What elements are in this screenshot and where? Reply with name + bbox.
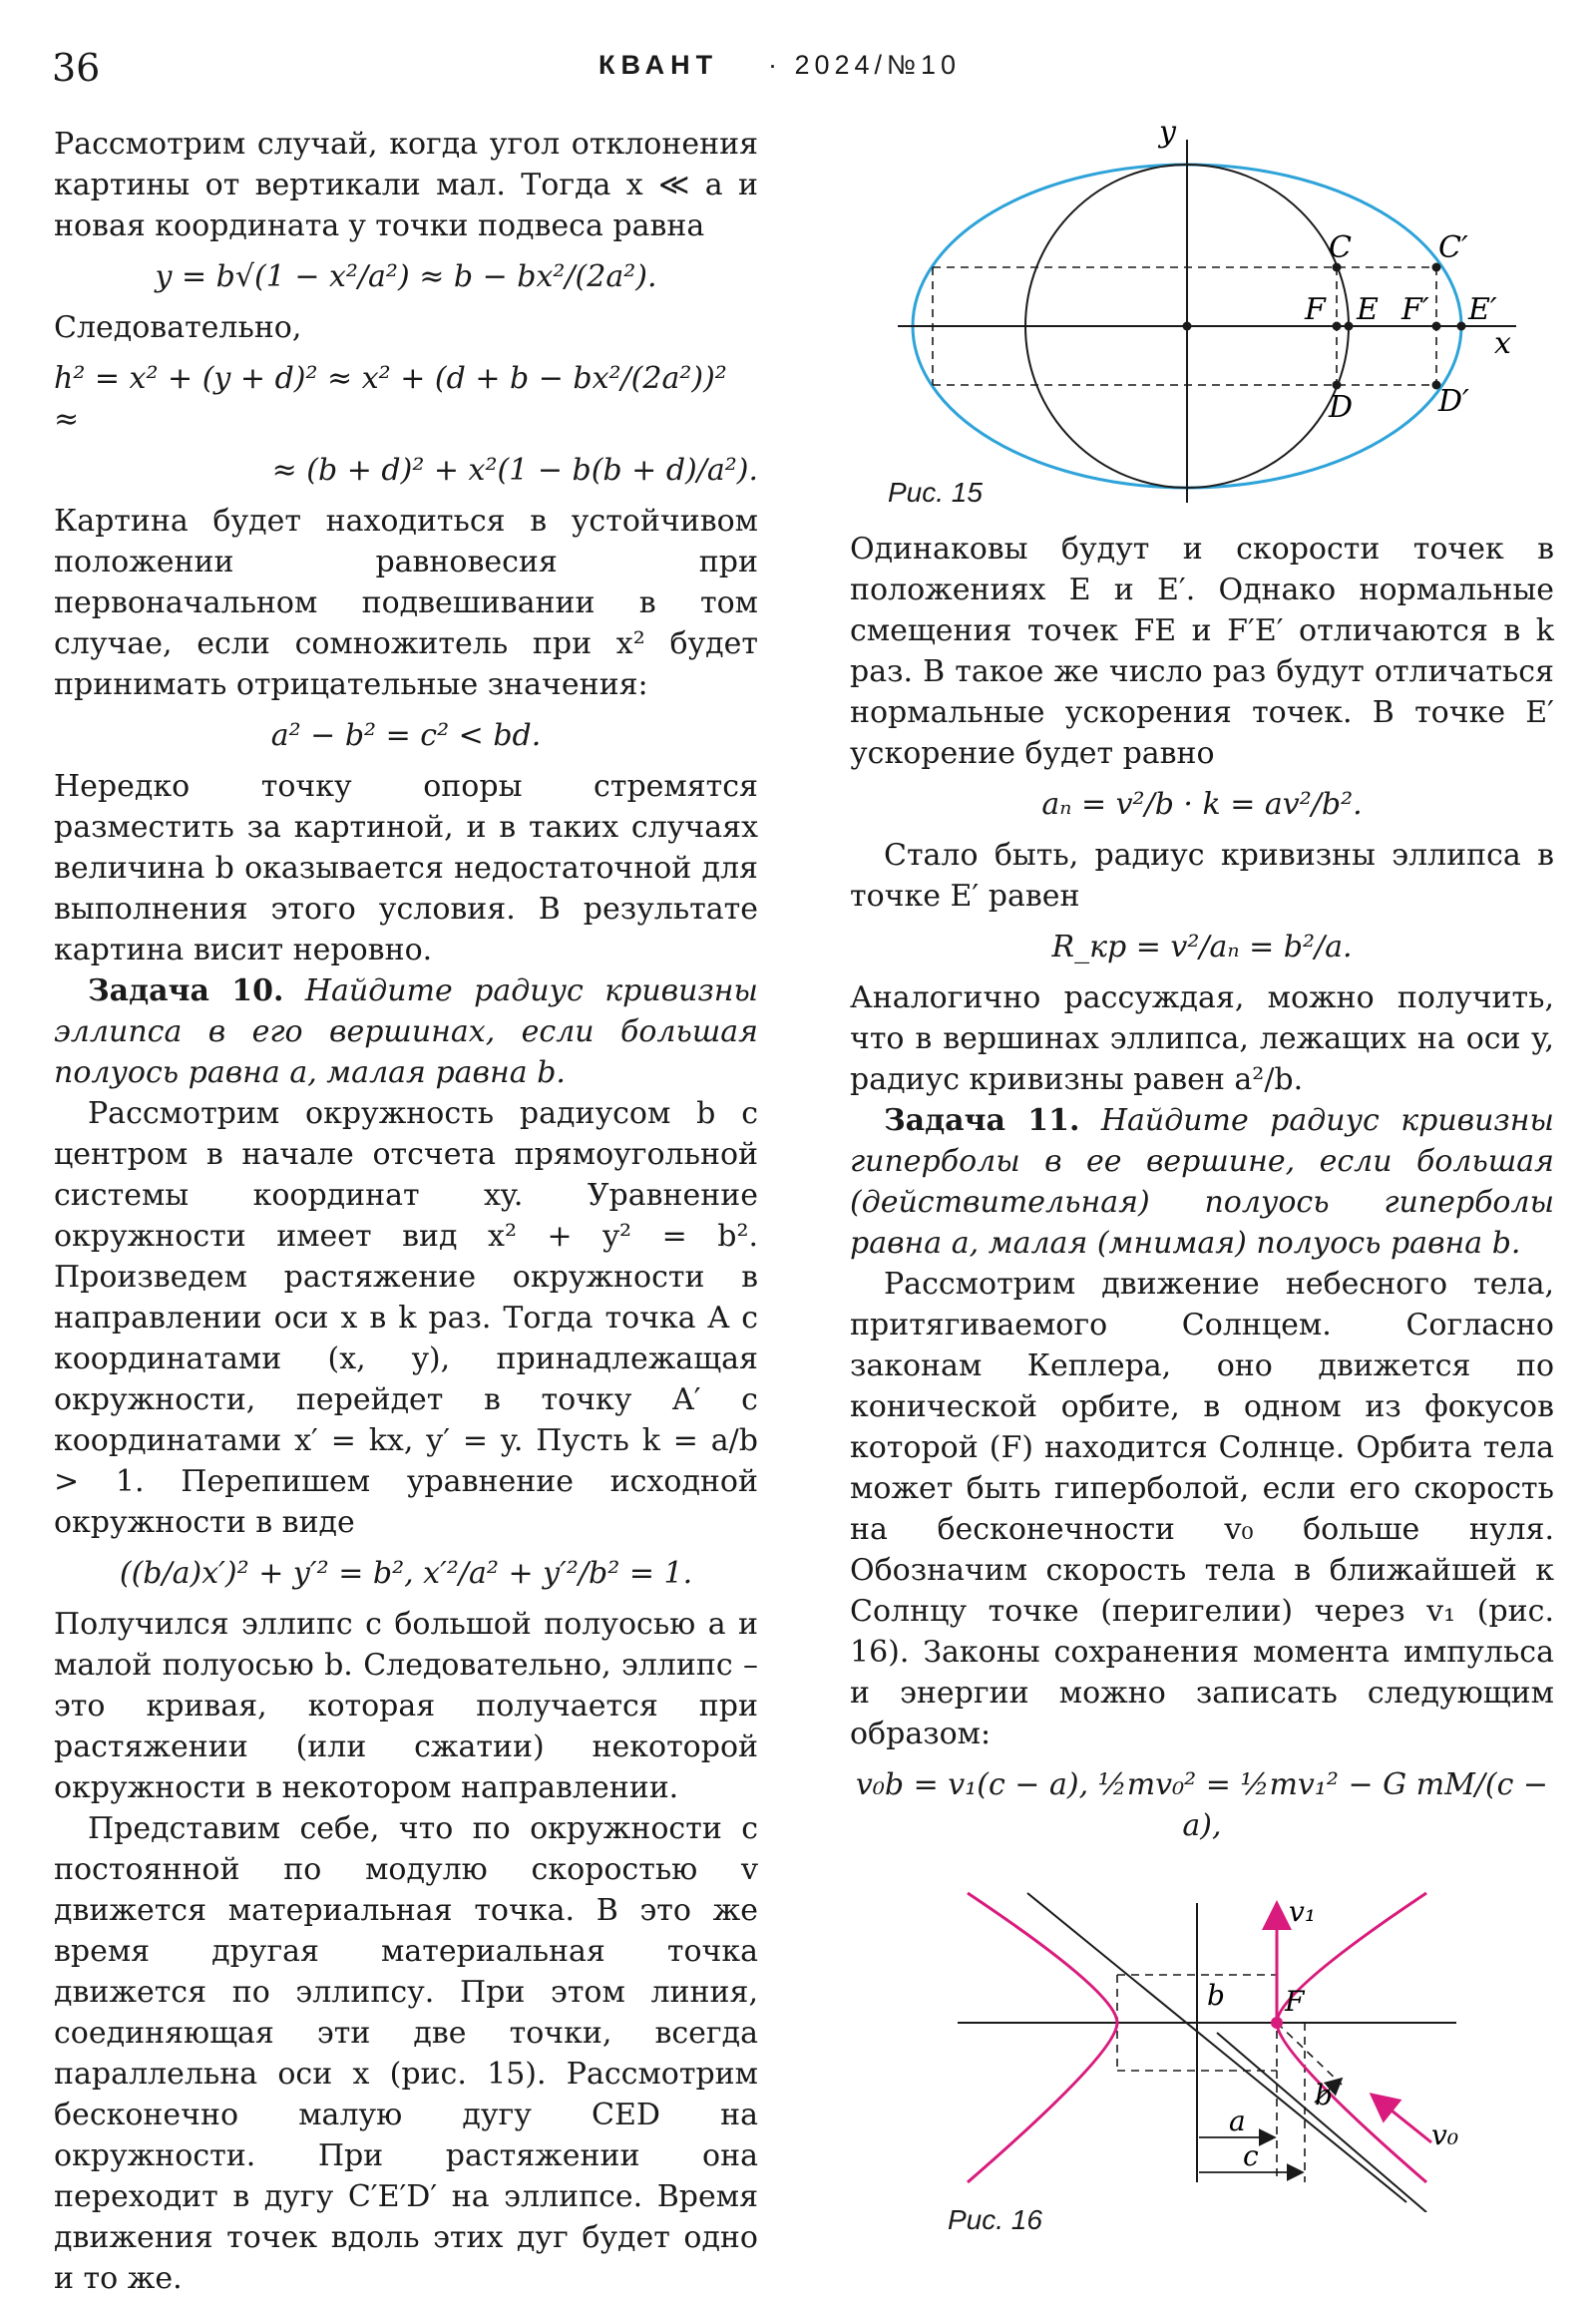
figure-16-caption: Рис. 16: [948, 2204, 1042, 2235]
label-C-prime: C′: [1438, 230, 1468, 265]
magazine-title: КВАНТ: [598, 50, 719, 80]
label-E-prime: E′: [1468, 292, 1497, 327]
figure-15-diagram: [878, 112, 1576, 511]
label-F: F: [1305, 292, 1326, 327]
point-E-prime: [1457, 322, 1466, 331]
formula: y = b√(1 − x²/a²) ≈ b − bx²/(2a²).: [155, 259, 657, 294]
task-label: Задача 11.: [884, 1103, 1080, 1138]
point-origin: [1183, 322, 1192, 331]
dashed-line: [1277, 2023, 1342, 2085]
paragraph: Стало быть, радиус кривизны эллипса в точке E′ равен: [850, 838, 1554, 914]
point-F-prime: [1432, 322, 1441, 331]
label-v0: v₀: [1431, 2118, 1459, 2151]
asymptote: [1027, 1893, 1406, 2202]
paragraph: Картина будет находиться в устойчивом положении равновесия при первоначальном подвешивании в том случае, если сомножитель при x² будет принимать отрицательные значения:: [54, 504, 758, 702]
hyperbola-left: [968, 1893, 1117, 2182]
formula: ((b/a)x′)² + y′² = b², x′²/a² + y′²/b² = 1.: [119, 1556, 693, 1591]
paragraph: Одинаковы будут и скорости точек в положениях E и E′. Однако нормальные смещения точек FE и F′E′ отличаются в k раз. В такое же число раз будут отличаться нормальные ускорения точек. В точке E′ ускорение будет равно: [850, 532, 1554, 771]
label-y: y: [1159, 115, 1176, 150]
label-b-diagonal: b: [1315, 2079, 1333, 2111]
paragraph: Рассмотрим окружность радиусом b с центром в начале отсчета прямоугольной системы координат xy. Уравнение окружности имеет вид x² + y² = b². Произведем растяжение окружности в направлении оси x в k раз. Тогда точка A с координатами (x, y), принадлежащая окружности, перейдет в точку A′ с координатами x′ = kx, y′ = y. Пусть k = a/b > 1. Перепишем уравнение исходной окружности в виде: [54, 1096, 758, 1540]
task-10: [54, 970, 758, 1093]
label-c: c: [1243, 2139, 1259, 2172]
formula: v₀b = v₁(c − a), ½mv₀² = ½mv₁² − G mM/(c − a),: [855, 1767, 1549, 1843]
figure-15-caption: Рис. 15: [888, 477, 983, 508]
right-column: [850, 529, 1554, 1856]
figure-16: [918, 1883, 1476, 2242]
trajectory-line: [1217, 2033, 1426, 2212]
point-F: [1333, 322, 1342, 331]
paragraph: Представим себе, что по окружности с постоянной по модулю скоростью v движется материальная точка. В это же время другая материальная точка движется по эллипсу. При этом линия, соединяющая эти две точки, всегда параллельна оси x (рис. 15). Рассмотрим бесконечно малую дугу CED на окружности. При растяжении она переходит в дугу C′E′D′ на эллипсе. Время движения точек вдоль этих дуг будет одно и то же.: [54, 1811, 758, 2296]
paragraph: Получился эллипс с большой полуосью a и малой полуосью b. Следовательно, эллипс – это кривая, которая получается при растяжении (или сжатии) некоторой окружности в некотором направлении.: [54, 1607, 758, 1805]
figure-15: [878, 112, 1576, 511]
label-a: a: [1229, 2105, 1246, 2137]
paragraph: Рассмотрим случай, когда угол отклонения картины от вертикали мал. Тогда x ≪ a и новая координата y точки подвеса равна: [54, 127, 758, 243]
paragraph: Рассмотрим движение небесного тела, притягиваемого Солнцем. Согласно законам Кеплера, оно движется по конической орбите, в одном из фокусов которой (F) находится Солнце. Орбита тела может быть гиперболой, если его скорость на бесконечности v₀ больше нуля. Обозначим скорость тела в ближайшей к Солнцу точке (перигелии) через v₁ (рис. 16). Законы сохранения момента импульса и энергии можно записать следующим образом:: [850, 1267, 1554, 1751]
formula: h² = x² + (y + d)² ≈ x² + (d + b − bx²/(2a²))² ≈: [54, 361, 727, 437]
task-label: Задача 10.: [88, 973, 284, 1008]
label-x: x: [1494, 326, 1511, 361]
formula: a² − b² = c² < bd.: [270, 718, 542, 753]
label-F: F: [1285, 1985, 1305, 2018]
issue-number: · 2024/№10: [768, 50, 962, 80]
left-column: [54, 124, 758, 2299]
label-C: C: [1329, 230, 1352, 265]
paragraph: Нередко точку опоры стремятся разместить за картиной, и в таких случаях величина b оказывается недостаточной для выполнения этого условия. В результате картина висит неровно.: [54, 769, 758, 967]
formula: R_кр = v²/aₙ = b²/a.: [1051, 930, 1353, 964]
task-text: Найдите радиус кривизны гиперболы в ее вершине, если большая (действительная) полуось гиперболы равна a, малая (мнимая) полуось равна b.: [850, 1103, 1554, 1261]
formula: aₙ = v²/b · k = av²/b².: [1041, 787, 1363, 822]
hyperbola-right: [1277, 1893, 1426, 2182]
task-11: [850, 1100, 1554, 1264]
task-text: Найдите радиус кривизны эллипса в его вершинах, если большая полуось равна a, малая равна b.: [54, 973, 758, 1090]
label-D: D: [1329, 390, 1354, 425]
label-v1: v₁: [1289, 1895, 1317, 1928]
label-F-prime: F′: [1401, 292, 1429, 327]
velocity-v0-arrow: [1372, 2095, 1431, 2142]
label-D-prime: D′: [1438, 384, 1469, 419]
paragraph: Следовательно,: [54, 310, 302, 345]
formula: ≈ (b + d)² + x²(1 − b(b + d)/a²).: [271, 453, 758, 488]
point-E: [1345, 322, 1354, 331]
label-E: E: [1357, 292, 1379, 327]
page-number: 36: [52, 46, 101, 90]
paragraph: Аналогично рассуждая, можно получить, что в вершинах эллипса, лежащих на оси y, радиус кривизны равен a²/b.: [850, 980, 1554, 1097]
point-D: [1333, 381, 1342, 390]
label-b-vertical: b: [1207, 1979, 1225, 2012]
figure-16-diagram: [918, 1883, 1476, 2212]
